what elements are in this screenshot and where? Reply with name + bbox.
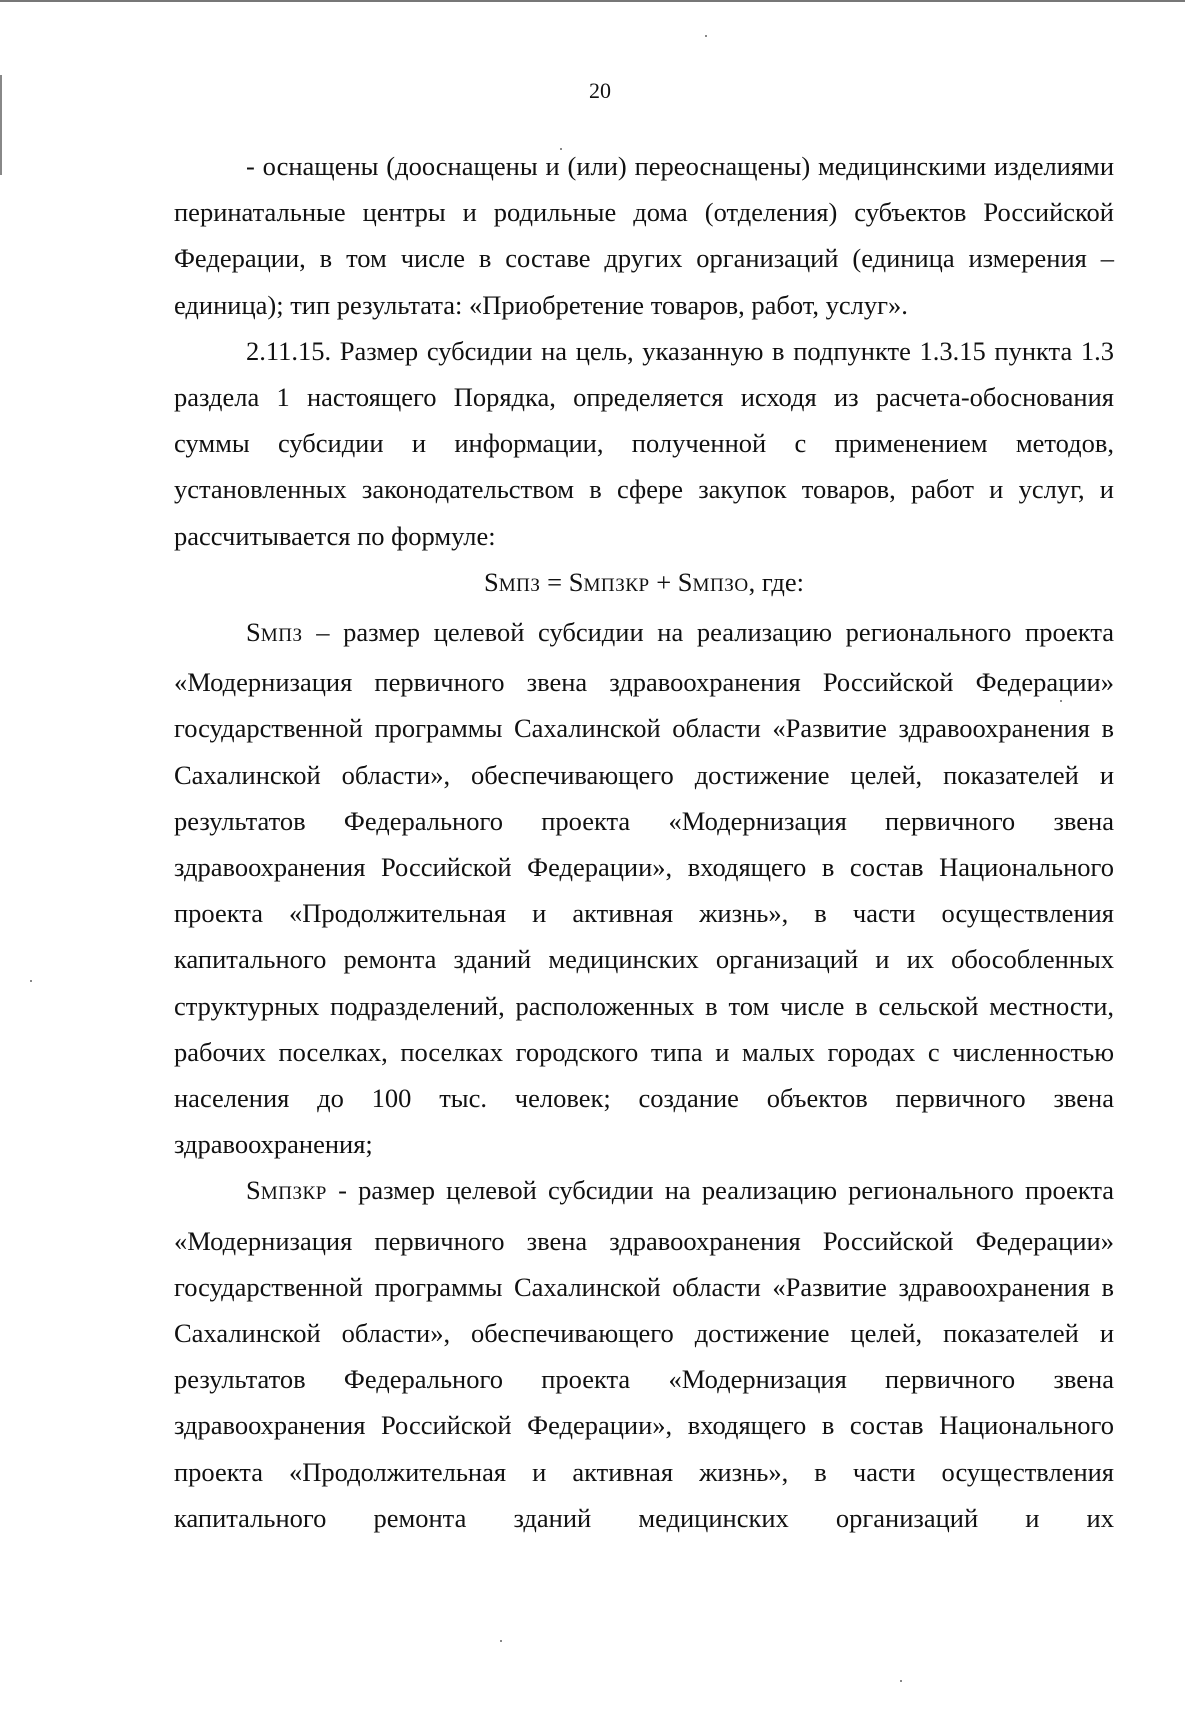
document-body xyxy=(174,143,1114,1541)
formula-subscript: МПЗ xyxy=(498,574,541,596)
scan-speck xyxy=(705,35,707,37)
formula-plus: + xyxy=(649,566,678,597)
definition-subscript: МПЗКР xyxy=(260,1183,327,1205)
paragraph-equipment-result: - оснащены (дооснащены и (или) переоснащены) медицинскими изделиями перинатальные центры и родильные дома (отделения) субъектов Российской Федерации, в том числе в составе других организаций (единица измерения – единица); тип результата: «Приобретение товаров, работ, услуг». xyxy=(174,151,1114,320)
formula-subscript: МПЗО xyxy=(692,574,749,596)
scan-speck xyxy=(560,148,562,150)
formula-symbol: S xyxy=(483,566,499,597)
formula-tail: , где: xyxy=(748,566,805,597)
scan-speck xyxy=(900,1680,902,1682)
definition-symbol: S xyxy=(246,617,261,648)
formula-equals: = xyxy=(540,566,569,597)
definition-subscript: МПЗ xyxy=(260,625,303,647)
formula xyxy=(174,559,1114,609)
paragraph-definition-smpzkr xyxy=(174,1167,1114,1541)
formula-symbol: S xyxy=(677,566,693,597)
formula-symbol: S xyxy=(568,566,584,597)
paragraph-definition-smpz xyxy=(174,609,1114,1167)
definition-text: - размер целевой субсидии на реализацию регионального проекта «Модернизация первичного звена здравоохранения Российской Федерации» государственной программы Сахалинской области «Развитие здравоохранения в Сахалинской области», обеспечивающего достижение целей, показателей и результатов Федерального проекта «Модернизация первичного звена здравоохранения Российской Федерации», входящего в состав Национального проекта «Продолжительная и активная жизнь», в части осуществления капитального ремонта зданий медицинских организаций и их xyxy=(174,1175,1114,1533)
definition-text: – размер целевой субсидии на реализацию регионального проекта «Модернизация первичного звена здравоохранения Российской Федерации» государственной программы Сахалинской области «Развитие здравоохранения в Сахалинской области», обеспечивающего достижение целей, показателей и результатов Федерального проекта «Модернизация первичного звена здравоохранения Российской Федерации», входящего в состав Национального проекта «Продолжительная и активная жизнь», в части осуществления капитального ремонта зданий медицинских организаций и их обособленных структурных подразделений, расположенных в том числе в сельской местности, рабочих поселках, поселках городского типа и малых городах с численностью населения до 100 тыс. человек; создание объектов первичного звена здравоохранения; xyxy=(174,617,1114,1160)
scan-speck xyxy=(30,980,32,982)
definition-symbol: S xyxy=(246,1175,261,1206)
formula-subscript: МПЗКР xyxy=(583,574,650,596)
page-number: 20 xyxy=(589,78,611,103)
paragraph-2-11-15: 2.11.15. Размер субсидии на цель, указанную в подпункте 1.3.15 пункта 1.3 раздела 1 настоящего Порядка, определяется исходя из расчета-обоснования суммы субсидии и информации, полученной с применением методов, установленных законодательством в сфере закупок товаров, работ и услуг, и рассчитывается по формуле: xyxy=(174,335,1114,551)
scan-top-edge xyxy=(0,0,1185,2)
scan-speck xyxy=(1060,700,1062,702)
scan-speck xyxy=(500,1640,502,1642)
